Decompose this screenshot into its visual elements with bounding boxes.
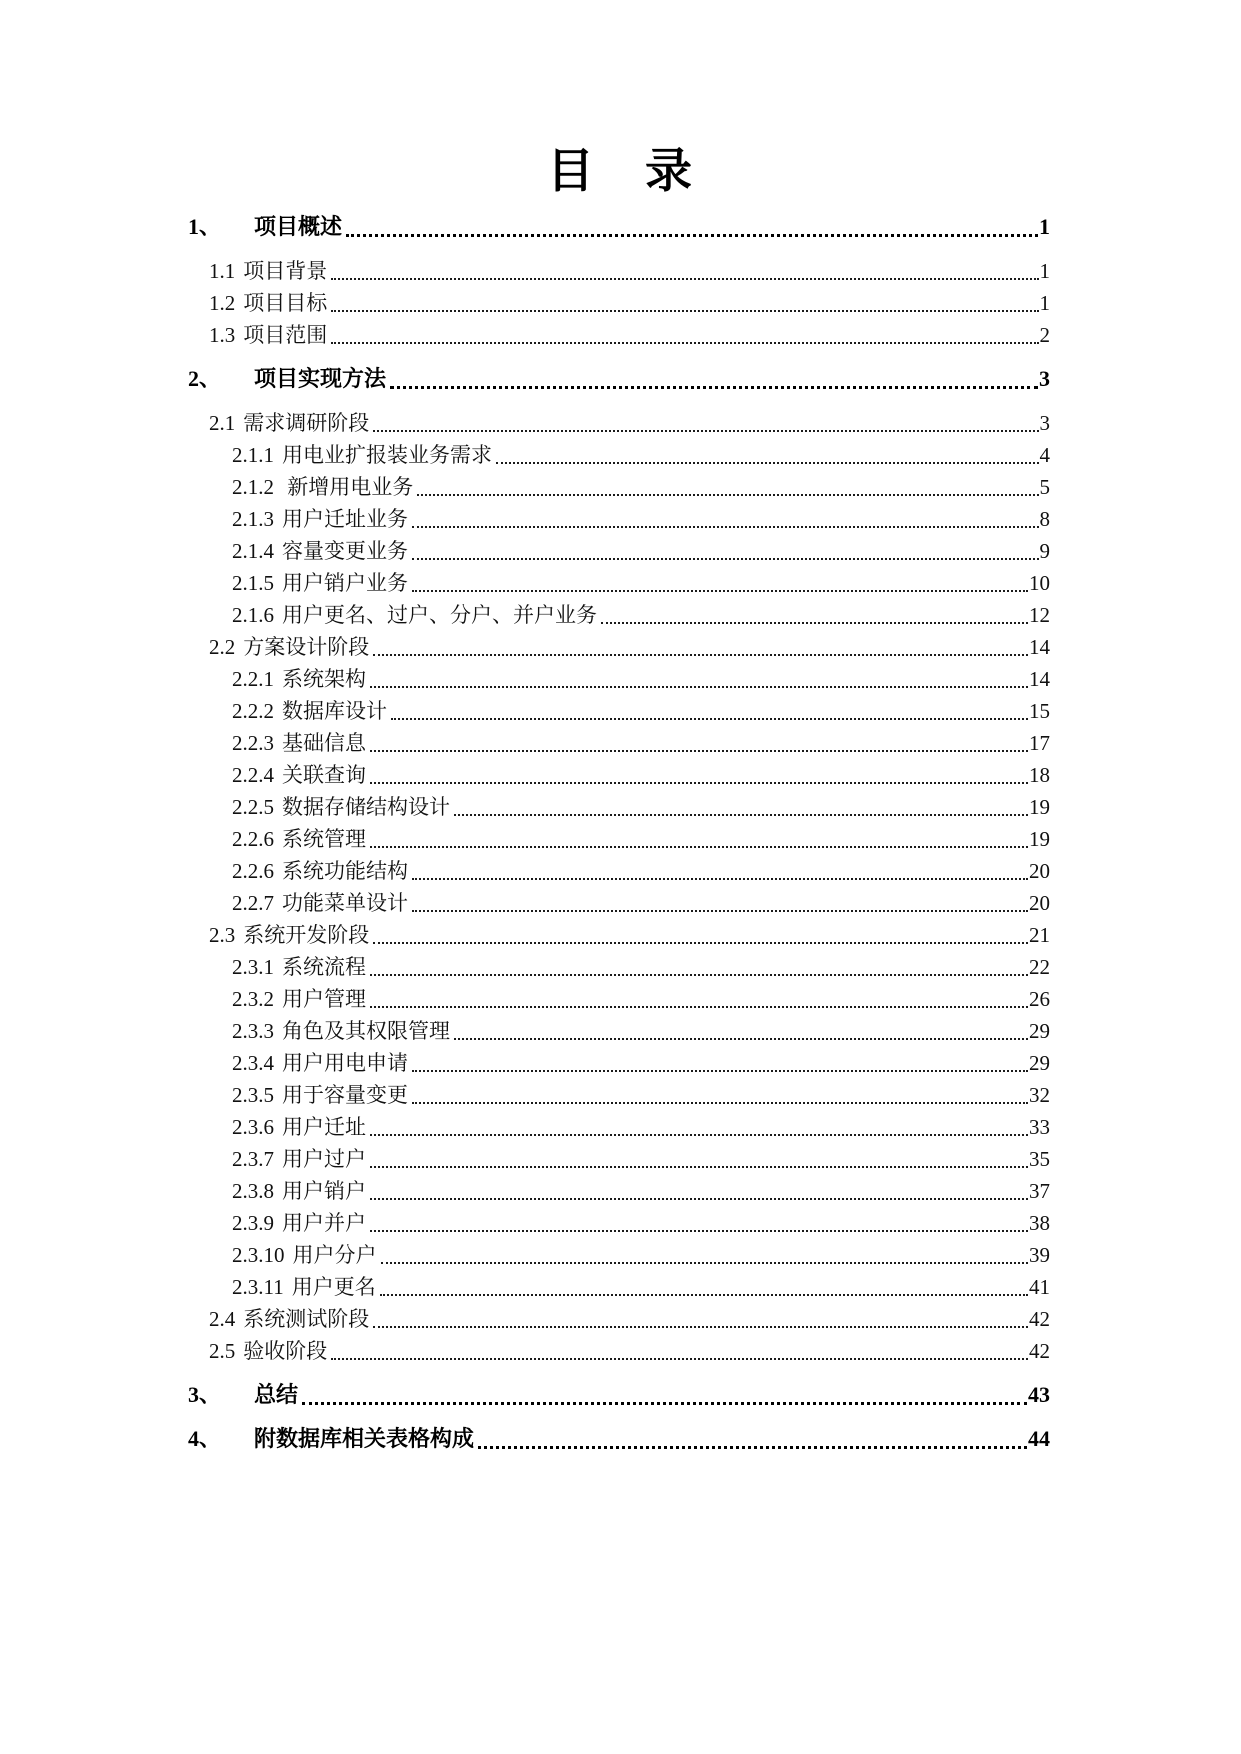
toc-entry-page-number: 3 [1039, 366, 1050, 391]
toc-entry-page-number: 20 [1029, 859, 1050, 883]
toc-entry-label: 数据库设计 [282, 699, 387, 723]
toc-entry-page-number: 9 [1039, 539, 1050, 563]
dot-leader [373, 942, 1028, 944]
toc-entry-page-number: 33 [1029, 1115, 1050, 1139]
toc-entry[interactable] [188, 471, 1050, 503]
dot-leader [412, 558, 1039, 560]
toc-entry-number: 1、 [188, 214, 222, 239]
toc-entry-page-number: 35 [1029, 1147, 1050, 1171]
dot-leader [412, 526, 1039, 528]
dot-leader [454, 1038, 1028, 1040]
toc-entry[interactable] [188, 407, 1050, 439]
toc-entry-label: 用户用电申请 [282, 1051, 408, 1075]
toc-entry-label: 用户迁址 [282, 1115, 366, 1139]
toc-entry-number: 2.1 [209, 411, 236, 435]
toc-entry-label: 用于容量变更 [282, 1083, 408, 1107]
toc-entry[interactable] [188, 919, 1050, 951]
toc-entry-page-number: 29 [1029, 1019, 1050, 1043]
toc-entry-page-number: 42 [1029, 1307, 1050, 1331]
toc-entry[interactable] [188, 1079, 1050, 1111]
toc-entry-page-number: 32 [1029, 1083, 1050, 1107]
toc-entry-label: 角色及其权限管理 [282, 1019, 450, 1043]
toc-entry-number: 1.2 [209, 291, 236, 315]
dot-leader [412, 1102, 1028, 1104]
dot-leader [370, 1198, 1028, 1200]
toc-entry[interactable] [188, 1047, 1050, 1079]
toc-entry-page-number: 14 [1029, 667, 1050, 691]
toc-entry-page-number: 19 [1029, 827, 1050, 851]
toc-entry-label: 用户销户 [282, 1179, 366, 1203]
toc-entry-label: 系统流程 [282, 955, 366, 979]
toc-entry-label: 需求调研阶段 [243, 411, 370, 435]
toc-entry[interactable] [188, 439, 1050, 471]
toc-entry[interactable] [188, 255, 1050, 287]
dot-leader [412, 878, 1028, 880]
toc-entry-page-number: 8 [1039, 507, 1050, 531]
toc-entry-label: 功能菜单设计 [282, 891, 408, 915]
toc-entry[interactable] [188, 599, 1050, 631]
toc-entry-label: 用户过户 [282, 1147, 366, 1171]
toc-entry[interactable] [188, 567, 1050, 599]
dot-leader [391, 718, 1028, 720]
toc-entry-page-number: 17 [1029, 731, 1050, 755]
dot-leader [478, 1446, 1027, 1449]
toc-entry-label: 用户管理 [282, 987, 366, 1011]
dot-leader [370, 1230, 1028, 1232]
toc-entry[interactable] [188, 211, 1050, 243]
dot-leader [331, 342, 1038, 344]
toc-entry-number: 2.3.2 [232, 987, 274, 1011]
dot-leader [370, 686, 1028, 688]
toc-entry[interactable] [188, 1143, 1050, 1175]
toc-entry[interactable] [188, 535, 1050, 567]
dot-leader [302, 1402, 1027, 1405]
table-of-contents [188, 211, 1050, 1455]
toc-entry-page-number: 2 [1039, 323, 1050, 347]
toc-entry-number: 2.3.1 [232, 955, 274, 979]
toc-entry[interactable] [188, 319, 1050, 351]
toc-entry[interactable] [188, 1379, 1050, 1411]
toc-entry[interactable] [188, 791, 1050, 823]
toc-entry-label: 系统测试阶段 [243, 1307, 370, 1331]
toc-entry-label: 关联查询 [282, 763, 366, 787]
dot-leader [412, 910, 1028, 912]
dot-leader [370, 1006, 1028, 1008]
toc-entry-number: 2.3 [209, 923, 236, 947]
dot-leader [412, 590, 1028, 592]
toc-entry[interactable] [188, 1239, 1050, 1271]
toc-entry[interactable] [188, 1303, 1050, 1335]
dot-leader [601, 622, 1028, 624]
toc-entry-number: 2.2.2 [232, 699, 274, 723]
toc-entry-page-number: 42 [1029, 1339, 1050, 1363]
toc-entry-page-number: 1 [1039, 214, 1050, 239]
toc-entry-label: 用电业扩报装业务需求 [282, 443, 492, 467]
toc-entry[interactable] [188, 695, 1050, 727]
toc-entry[interactable] [188, 663, 1050, 695]
toc-entry-number: 2.3.9 [232, 1211, 274, 1235]
toc-entry[interactable] [188, 1271, 1050, 1303]
toc-entry-number: 4、 [188, 1426, 222, 1451]
toc-entry-label: 项目概述 [254, 214, 343, 239]
toc-entry-number: 2.2.4 [232, 763, 274, 787]
toc-entry-page-number: 5 [1039, 475, 1050, 499]
dot-leader [370, 1134, 1028, 1136]
toc-entry-label: 项目目标 [243, 291, 328, 315]
dot-leader [380, 1294, 1028, 1296]
toc-entry-page-number: 44 [1028, 1426, 1050, 1451]
toc-entry-number: 2.2.6 [232, 859, 274, 883]
toc-entry[interactable] [188, 823, 1050, 855]
toc-entry-number: 2.4 [209, 1307, 236, 1331]
toc-entry[interactable] [188, 503, 1050, 535]
dot-leader [373, 654, 1028, 656]
page-title: 目 录 [547, 144, 694, 197]
dot-leader [417, 494, 1038, 496]
toc-entry-label: 总结 [254, 1382, 299, 1407]
toc-entry-page-number: 37 [1029, 1179, 1050, 1203]
toc-entry-label: 用户更名 [291, 1275, 376, 1299]
toc-entry-label: 用户销户业务 [282, 571, 408, 595]
toc-entry-number: 1.1 [209, 259, 236, 283]
toc-entry-page-number: 26 [1029, 987, 1050, 1011]
dot-leader [346, 234, 1038, 237]
toc-entry-number: 2.3.5 [232, 1083, 274, 1107]
toc-entry-page-number: 3 [1039, 411, 1050, 435]
toc-entry-number: 3、 [188, 1382, 222, 1407]
toc-entry-page-number: 1 [1039, 259, 1050, 283]
toc-entry[interactable] [188, 1111, 1050, 1143]
toc-entry[interactable] [188, 983, 1050, 1015]
dot-leader [454, 814, 1028, 816]
toc-entry-page-number: 19 [1029, 795, 1050, 819]
toc-entry-label: 用户更名、过户、分户、并户业务 [282, 603, 597, 627]
toc-entry-number: 2.3.10 [232, 1243, 285, 1267]
toc-entry[interactable] [188, 1015, 1050, 1047]
toc-entry[interactable] [188, 855, 1050, 887]
toc-entry[interactable] [188, 1423, 1050, 1455]
toc-entry-page-number: 38 [1029, 1211, 1050, 1235]
toc-entry-number: 2.2.5 [232, 795, 274, 819]
dot-leader [373, 430, 1038, 432]
toc-entry[interactable] [188, 1175, 1050, 1207]
toc-entry-label: 数据存储结构设计 [282, 795, 450, 819]
toc-entry-label: 系统架构 [282, 667, 366, 691]
toc-entry-label: 用户分户 [292, 1243, 377, 1267]
toc-entry[interactable] [188, 363, 1050, 395]
dot-leader [370, 846, 1028, 848]
toc-entry-page-number: 22 [1029, 955, 1050, 979]
toc-entry-number: 2.5 [209, 1339, 236, 1363]
toc-entry-page-number: 15 [1029, 699, 1050, 723]
toc-entry-number: 2.1.5 [232, 571, 274, 595]
toc-entry-number: 1.3 [209, 323, 236, 347]
dot-leader [370, 1166, 1028, 1168]
dot-leader [496, 462, 1039, 464]
toc-entry-number: 2.3.3 [232, 1019, 274, 1043]
toc-entry-number: 2.2 [209, 635, 236, 659]
toc-entry[interactable] [188, 287, 1050, 319]
toc-entry-number: 2.3.11 [232, 1275, 284, 1299]
toc-entry-number: 2.1.2 [232, 475, 274, 499]
toc-entry[interactable] [188, 887, 1050, 919]
dot-leader [331, 1358, 1028, 1360]
toc-entry-number: 2.2.7 [232, 891, 274, 915]
toc-entry-number: 2.3.4 [232, 1051, 274, 1075]
toc-entry[interactable] [188, 759, 1050, 791]
toc-entry-label: 基础信息 [282, 731, 366, 755]
toc-entry-number: 2.1.6 [232, 603, 274, 627]
dot-leader [381, 1262, 1029, 1264]
dot-leader [370, 750, 1028, 752]
toc-entry-page-number: 1 [1039, 291, 1050, 315]
toc-entry-page-number: 12 [1029, 603, 1050, 627]
toc-entry-label: 新增用电业务 [282, 475, 414, 499]
toc-entry-label: 用户并户 [282, 1211, 366, 1235]
dot-leader [370, 782, 1028, 784]
toc-entry-number: 2.1.3 [232, 507, 274, 531]
toc-entry-label: 系统管理 [282, 827, 366, 851]
toc-entry-page-number: 14 [1029, 635, 1050, 659]
toc-entry-page-number: 39 [1029, 1243, 1050, 1267]
toc-entry-label: 容量变更业务 [282, 539, 408, 563]
toc-entry[interactable] [188, 951, 1050, 983]
toc-entry-page-number: 18 [1029, 763, 1050, 787]
toc-entry-label: 用户迁址业务 [282, 507, 408, 531]
toc-entry-label: 项目实现方法 [254, 366, 387, 391]
toc-entry-page-number: 29 [1029, 1051, 1050, 1075]
toc-entry-number: 2.2.1 [232, 667, 274, 691]
toc-entry-page-number: 43 [1028, 1382, 1050, 1407]
toc-entry-number: 2.1.4 [232, 539, 274, 563]
toc-entry-number: 2.2.3 [232, 731, 274, 755]
toc-entry-number: 2.2.6 [232, 827, 274, 851]
toc-entry-number: 2.3.6 [232, 1115, 274, 1139]
toc-entry[interactable] [188, 631, 1050, 663]
toc-entry-page-number: 20 [1029, 891, 1050, 915]
toc-entry-number: 2.3.7 [232, 1147, 274, 1171]
dot-leader [331, 278, 1038, 280]
toc-entry-page-number: 21 [1029, 923, 1050, 947]
toc-entry-label: 附数据库相关表格构成 [254, 1426, 475, 1451]
toc-entry[interactable] [188, 1335, 1050, 1367]
toc-entry-page-number: 10 [1029, 571, 1050, 595]
toc-entry-page-number: 41 [1029, 1275, 1050, 1299]
toc-entry-label: 验收阶段 [243, 1339, 328, 1363]
toc-entry-number: 2、 [188, 366, 222, 391]
toc-entry-label: 系统功能结构 [282, 859, 408, 883]
toc-entry-label: 项目背景 [243, 259, 328, 283]
toc-entry-number: 2.1.1 [232, 443, 274, 467]
toc-entry-label: 方案设计阶段 [243, 635, 370, 659]
dot-leader [390, 386, 1038, 389]
dot-leader [373, 1326, 1028, 1328]
toc-entry[interactable] [188, 727, 1050, 759]
toc-entry-number: 2.3.8 [232, 1179, 274, 1203]
dot-leader [331, 310, 1038, 312]
dot-leader [370, 974, 1028, 976]
toc-entry-label: 项目范围 [243, 323, 328, 347]
toc-entry-page-number: 4 [1039, 443, 1050, 467]
dot-leader [412, 1070, 1028, 1072]
toc-entry[interactable] [188, 1207, 1050, 1239]
toc-entry-label: 系统开发阶段 [243, 923, 370, 947]
